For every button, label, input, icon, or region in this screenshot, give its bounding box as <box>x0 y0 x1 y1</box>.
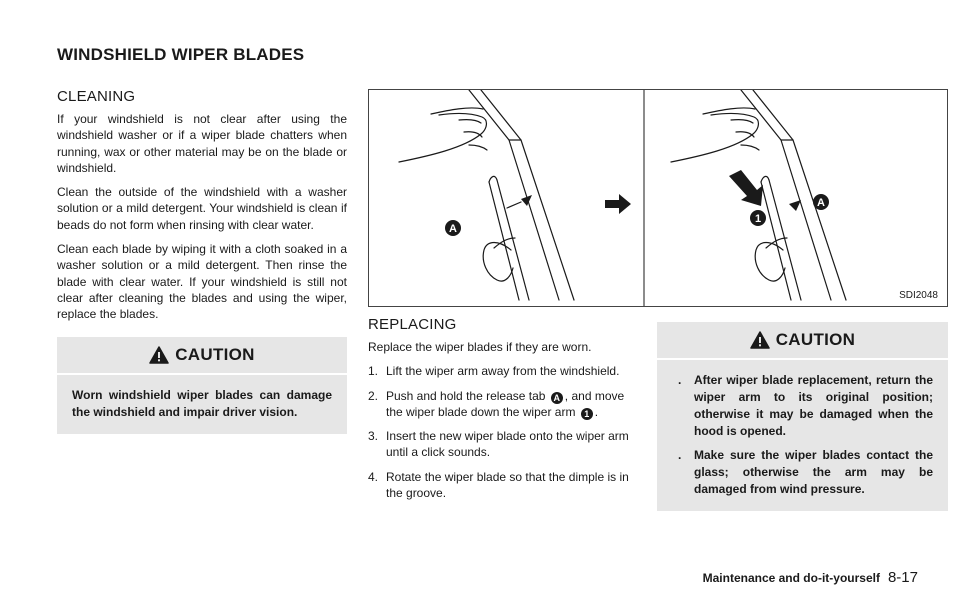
step-text-part: . <box>594 404 599 419</box>
page-number: 8-17 <box>887 569 918 586</box>
step-text: Rotate the wiper blade so that the dimple is in the groove. <box>386 469 629 501</box>
page-footer <box>703 569 918 586</box>
caution-box <box>657 322 948 511</box>
step-text-part: , and move the wiper blade down the wiper arm <box>386 388 625 419</box>
list-item <box>368 363 639 379</box>
cleaning-heading: CLEANING <box>57 88 136 105</box>
bullet-mark: . <box>678 373 682 387</box>
caution-header <box>57 337 347 375</box>
list-item <box>672 447 933 498</box>
replacing-section <box>368 316 639 509</box>
list-item <box>672 372 933 440</box>
step-text: Insert the new wiper blade onto the wiper arm until a click sounds. <box>386 429 629 460</box>
warning-icon <box>149 346 169 364</box>
step-number: 2. <box>368 388 379 403</box>
step-number: 4. <box>368 469 379 484</box>
caution-list <box>657 360 948 511</box>
step-number: 1. <box>368 364 379 379</box>
replacing-heading: REPLACING <box>368 316 457 333</box>
caution-text: Worn windshield wiper blades can damage the windshield and impair driver vision. <box>72 387 332 419</box>
caution-box <box>57 337 347 434</box>
step-number: 3. <box>368 429 379 444</box>
step-text-part: Push and hold the release tab <box>386 388 546 403</box>
steps-list <box>368 363 639 501</box>
footer-section-title: Maintenance and do-it-yourself <box>702 571 880 585</box>
wiper-drawing <box>369 90 947 306</box>
caution-panel <box>657 322 948 511</box>
cleaning-section <box>57 88 347 434</box>
callout-1-ref: 1 <box>581 408 593 420</box>
bullet-mark: . <box>678 448 682 462</box>
wiper-illustration <box>368 89 948 307</box>
callout-a-ref: A <box>551 392 563 404</box>
caution-header <box>657 322 948 360</box>
figure-code: SDI2048 <box>899 290 938 301</box>
list-item <box>368 469 639 502</box>
list-item <box>368 388 639 421</box>
caution-item-text: Make sure the wiper blades contact the glass; otherwise the arm may be damaged from wind pressure. <box>694 448 933 496</box>
replacing-intro: Replace the wiper blades if they are worn. <box>368 340 592 354</box>
step-text: Lift the wiper arm away from the windshield. <box>386 364 620 379</box>
figure-callout-a: A <box>817 197 825 209</box>
caution-item-text: After wiper blade replacement, return the wiper arm to its original position; otherwise it may be damaged when the hood is opened. <box>694 373 933 438</box>
caution-title: CAUTION <box>175 344 255 364</box>
cleaning-paragraph: Clean the outside of the windshield with a washer solution or a mild detergent. Your windshield is clean if beads do not form when rinsing with clear water. <box>57 185 347 232</box>
page-title: WINDSHIELD WIPER BLADES <box>57 45 305 64</box>
cleaning-paragraph: Clean each blade by wiping it with a cloth soaked in a washer solution or a mild detergent. Then rinse the blade with clear water. If your windshield is still not clear after cleaning the blades and using the wiper, replace the blades. <box>57 242 347 322</box>
list-item <box>368 428 639 461</box>
caution-title: CAUTION <box>775 330 856 349</box>
figure-callout-a: A <box>449 223 457 235</box>
step-text <box>386 388 639 421</box>
warning-icon <box>750 331 770 349</box>
figure-callout-1: 1 <box>754 213 762 225</box>
cleaning-paragraph: If your windshield is not clear after using the windshield washer or if a wiper blade chatters when running, wax or other material may be on the blade or windshield. <box>57 112 347 175</box>
